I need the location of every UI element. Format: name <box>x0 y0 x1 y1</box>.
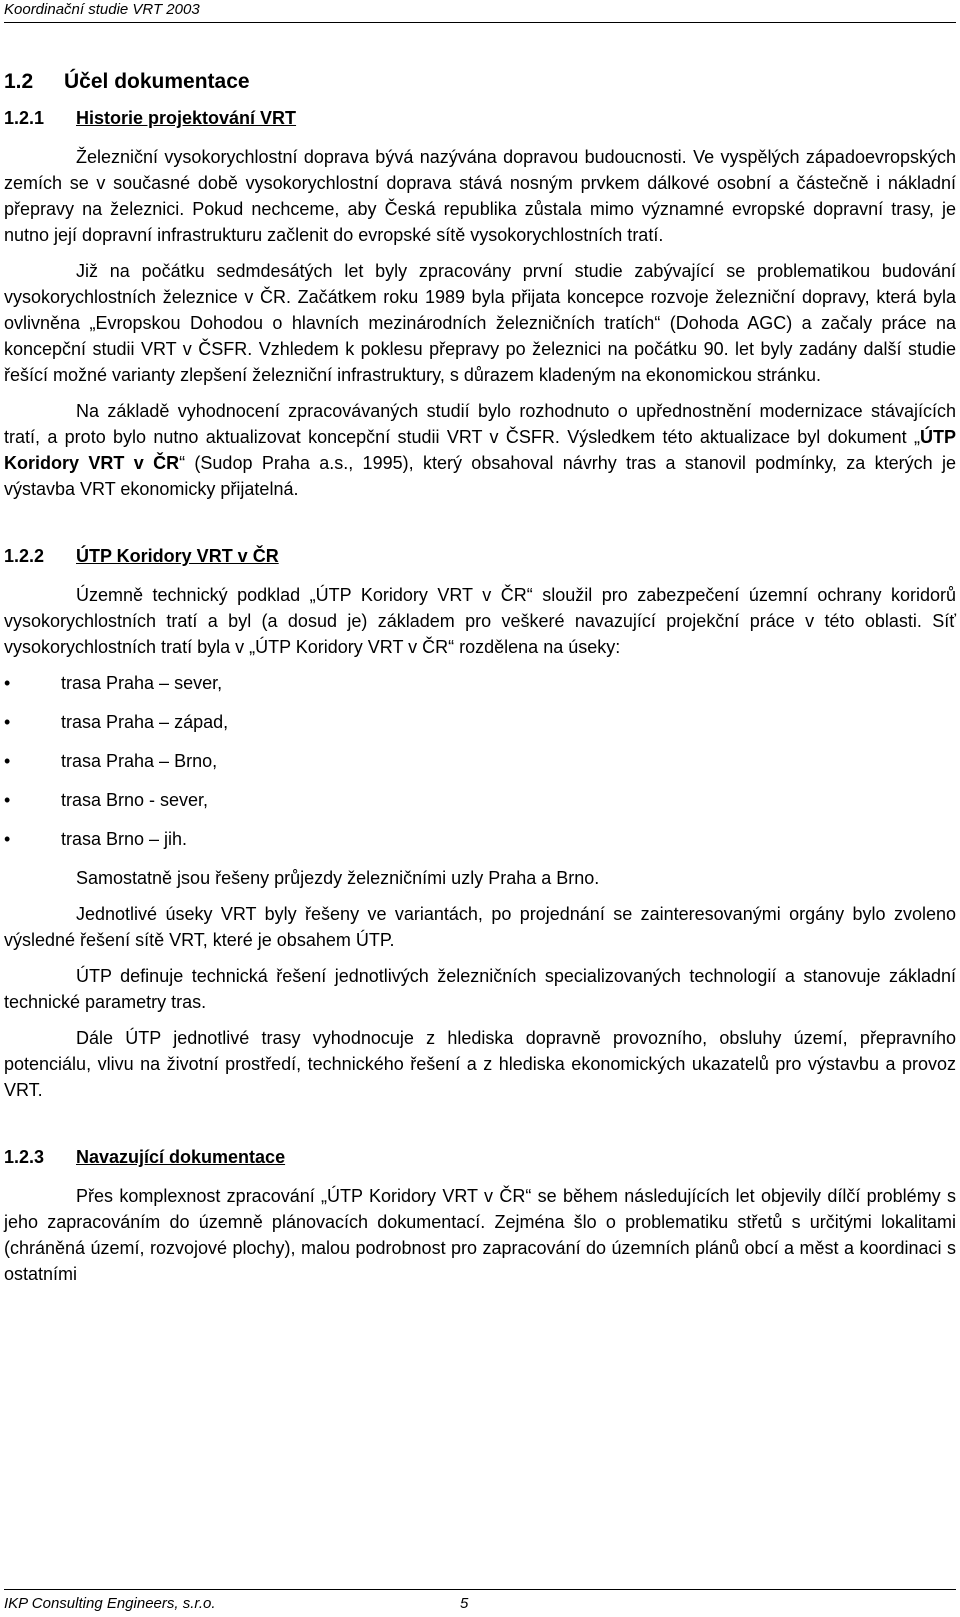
subsection-number: 1.2.2 <box>4 546 45 566</box>
segment-list <box>4 670 956 865</box>
subsection-heading-3 <box>4 1145 956 1169</box>
subsection-heading-2 <box>4 544 956 568</box>
list-item <box>4 826 956 865</box>
section-number: 1.2 <box>4 70 34 93</box>
document-title-bold: ÚTP Koridory VRT v ČR <box>4 427 956 473</box>
footer-rule <box>4 1589 956 1590</box>
page-number: 5 <box>460 1595 469 1612</box>
bullet-icon: • <box>4 829 11 849</box>
running-header: Koordinační studie VRT 2003 <box>4 1 200 18</box>
bullet-icon: • <box>4 751 11 771</box>
list-item <box>4 670 956 709</box>
footer-company: IKP Consulting Engineers, s.r.o. <box>4 1595 216 1612</box>
subsection-title: Navazující dokumentace <box>76 1147 286 1167</box>
paragraph: Přes komplexnost zpracování „ÚTP Koridory VRT v ČR“ se během následujících let objevily dílčí problémy s jeho zapracováním do územně plánovacích dokumentací. Zejména šlo o problematiku střetů s určitými lokalitami (chráněná území, rozvojové plochy), malou podrobnost pro zapracování do územních plánů obcí a měst a koordinaci s ostatními <box>4 1186 956 1284</box>
subsection-number: 1.2.3 <box>4 1147 45 1167</box>
list-item <box>4 709 956 748</box>
list-item-text: trasa Praha – sever, <box>61 673 223 693</box>
paragraph-text: “ (Sudop Praha a.s., 1995), který obsahoval návrhy tras a stanovil podmínky, za kterých je výstavba VRT ekonomicky přijatelná. <box>4 453 956 499</box>
list-item-text: trasa Brno - sever, <box>61 790 209 810</box>
paragraph-text: Na základě vyhodnocení zpracovávaných studií bylo rozhodnuto o upřednostnění modernizace stávajících tratí, a proto bylo nutno aktualizovat koncepční studii VRT v ČSFR. Výsledkem této aktualizace byl dokument „ <box>4 401 956 447</box>
paragraph: Dále ÚTP jednotlivé trasy vyhodnocuje z hlediska dopravně provozního, obsluhy území, přepravního potenciálu, vlivu na životní prostředí, technického řešení a z hlediska ekonomických ukazatelů pro výstavbu a provoz VRT. <box>4 1028 956 1100</box>
list-item <box>4 748 956 787</box>
paragraph: Železniční vysokorychlostní doprava bývá nazývána dopravou budoucnosti. Ve vyspělých západoevropských zemích se v současné době vysokorychlostní doprava stává nosným prvkem dálkové osobní a částečně i nákladní přepravy na železnici. Pokud nechceme, aby Česká republika zůstala mimo významné evropské dopravní trasy, je nutno její dopravní infrastrukturu začlenit do evropské sítě vysokorychlostních tratí. <box>4 147 956 245</box>
subsection-title: Historie projektování VRT <box>76 108 297 128</box>
list-item-text: trasa Brno – jih. <box>61 829 188 849</box>
subsection-title: ÚTP Koridory VRT v ČR <box>76 546 279 566</box>
paragraph: Jednotlivé úseky VRT byly řešeny ve variantách, po projednání se zainteresovanými orgány bylo zvoleno výsledné řešení sítě VRT, které je obsahem ÚTP. <box>4 904 956 950</box>
paragraph: ÚTP definuje technická řešení jednotlivých železničních specializovaných technologií a stanovuje základní technické parametry tras. <box>4 966 956 1012</box>
list-item <box>4 787 956 826</box>
bullet-icon: • <box>4 712 11 732</box>
paragraph: Samostatně jsou řešeny průjezdy železničními uzly Praha a Brno. <box>76 868 600 888</box>
paragraph: Územně technický podklad „ÚTP Koridory VRT v ČR“ sloužil pro zabezpečení územní ochrany koridorů vysokorychlostních tratí a byl (a dosud je) základem pro veškeré navazující projekční práce v této oblasti. Síť vysokorychlostních tratí byla v „ÚTP Koridory VRT v ČR“ rozdělena na úseky: <box>4 585 956 657</box>
section-title: Účel dokumentace <box>64 70 250 93</box>
bullet-icon: • <box>4 790 11 810</box>
page-content <box>4 68 956 1287</box>
list-item-text: trasa Praha – západ, <box>61 712 229 732</box>
header-rule <box>4 22 956 23</box>
paragraph <box>4 398 956 502</box>
list-item-text: trasa Praha – Brno, <box>61 751 218 771</box>
subsection-number: 1.2.1 <box>4 108 45 128</box>
subsection-heading-1 <box>4 106 956 130</box>
section-heading <box>4 68 956 96</box>
bullet-icon: • <box>4 673 11 693</box>
paragraph: Již na počátku sedmdesátých let byly zpracovány první studie zabývající se problematikou budování vysokorychlostních železnice v ČR. Začátkem roku 1989 byla přijata koncepce rozvoje železniční dopravy, která byla ovlivněna „Evropskou Dohodou o hlavních mezinárodních železničních tratích“ (Dohoda AGC) a začaly práce na koncepční studii VRT v ČSFR. Vzhledem k poklesu přepravy po železnici na počátku 90. let byly zadány další studie řešící možné varianty zlepšení železniční infrastruktury, s důrazem kladeným na ekonomickou stránku. <box>4 261 956 385</box>
